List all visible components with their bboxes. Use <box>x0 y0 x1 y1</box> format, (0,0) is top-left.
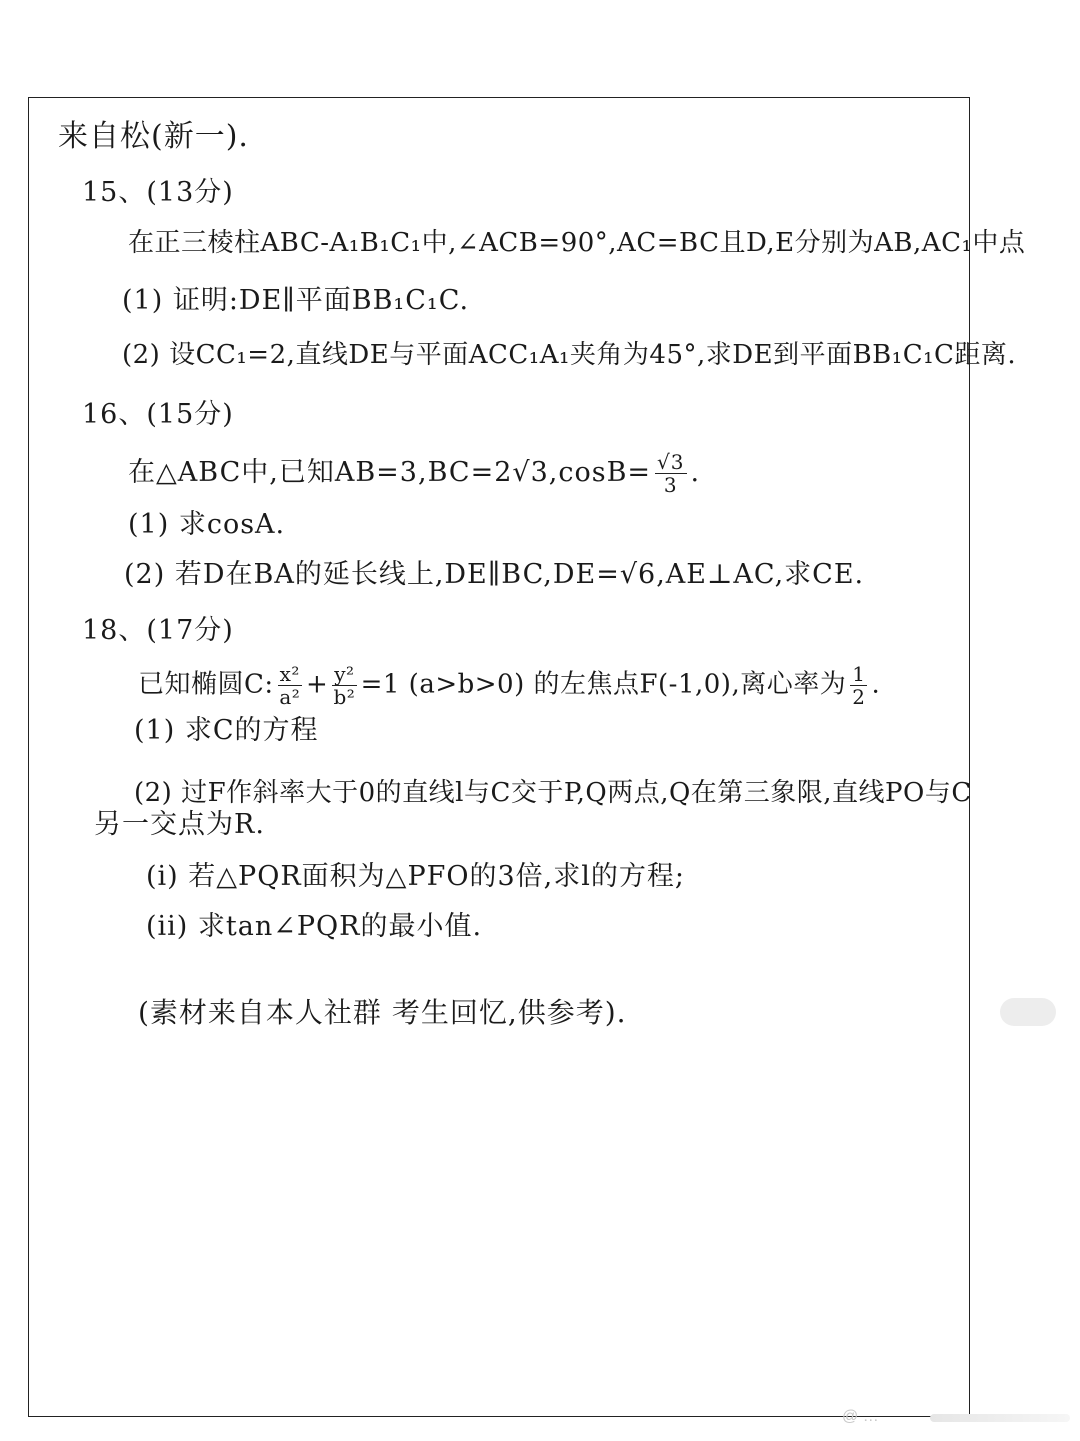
q18-part1: (1) 求C的方程 <box>134 715 319 746</box>
watermark-badge <box>1000 998 1056 1026</box>
q18-y-fraction <box>332 664 356 707</box>
q18-stem-end: . <box>871 669 881 700</box>
q16-stem-text: 在△ABC中,已知AB=3,BC=2√3,cosB= <box>128 457 652 488</box>
fraction-denominator: b² <box>333 685 356 709</box>
q18-eccentricity-fraction <box>850 664 867 707</box>
q15-stem: 在正三棱柱ABC-A₁B₁C₁中,∠ACB=90°,AC=BC且D,E分别为AB,AC₁中点 <box>128 228 1026 258</box>
fraction-numerator: 1 <box>852 662 866 686</box>
watermark-handle: @ … <box>842 1408 879 1425</box>
q18-stem-text-a: 已知椭圆C: <box>138 669 274 700</box>
fraction-numerator: x² <box>279 662 300 686</box>
q16-part1: (1) 求cosA. <box>128 509 286 540</box>
q15-part2: (2) 设CC₁=2,直线DE与平面ACC₁A₁夹角为45°,求DE到平面BB₁C₁C距离. <box>122 340 1017 370</box>
q18-stem <box>138 664 880 707</box>
q18-part2-line1: (2) 过F作斜率大于0的直线l与C交于P,Q两点,Q在第三象限,直线PO与C <box>134 778 972 808</box>
fraction-numerator: y² <box>334 662 355 686</box>
fraction-denominator: 2 <box>852 685 866 709</box>
q18-part2-i: (i) 若△PQR面积为△PFO的3倍,求l的方程; <box>146 861 685 892</box>
source-note: (素材来自本人社群 考生回忆,供参考). <box>138 996 627 1029</box>
q18-number: 18、(17分) <box>82 615 234 646</box>
q15-part1: (1) 证明:DE∥平面BB₁C₁C. <box>122 285 470 316</box>
q16-number: 16、(15分) <box>82 399 234 430</box>
q18-x-fraction <box>278 664 302 707</box>
q16-stem-end: . <box>690 457 701 488</box>
q15-number: 15、(13分) <box>82 177 234 208</box>
q16-part2: (2) 若D在BA的延长线上,DE∥BC,DE=√6,AE⊥AC,求CE. <box>124 559 865 590</box>
fraction-denominator: 3 <box>663 473 678 497</box>
fraction-denominator: a² <box>279 685 301 709</box>
q18-part2-ii: (ii) 求tan∠PQR的最小值. <box>146 911 483 942</box>
q18-plus: + <box>305 669 329 700</box>
q18-stem-text-b: =1 (a>b>0) 的左焦点F(-1,0),离心率为 <box>360 669 847 700</box>
q18-part2-line2: 另一交点为R. <box>94 809 265 840</box>
q16-stem <box>128 452 700 495</box>
watermark-fade <box>930 1414 1070 1422</box>
page-title: 来自松(新一). <box>58 119 249 154</box>
fraction-numerator: √3 <box>657 450 685 474</box>
q16-cosB-fraction <box>655 452 686 495</box>
